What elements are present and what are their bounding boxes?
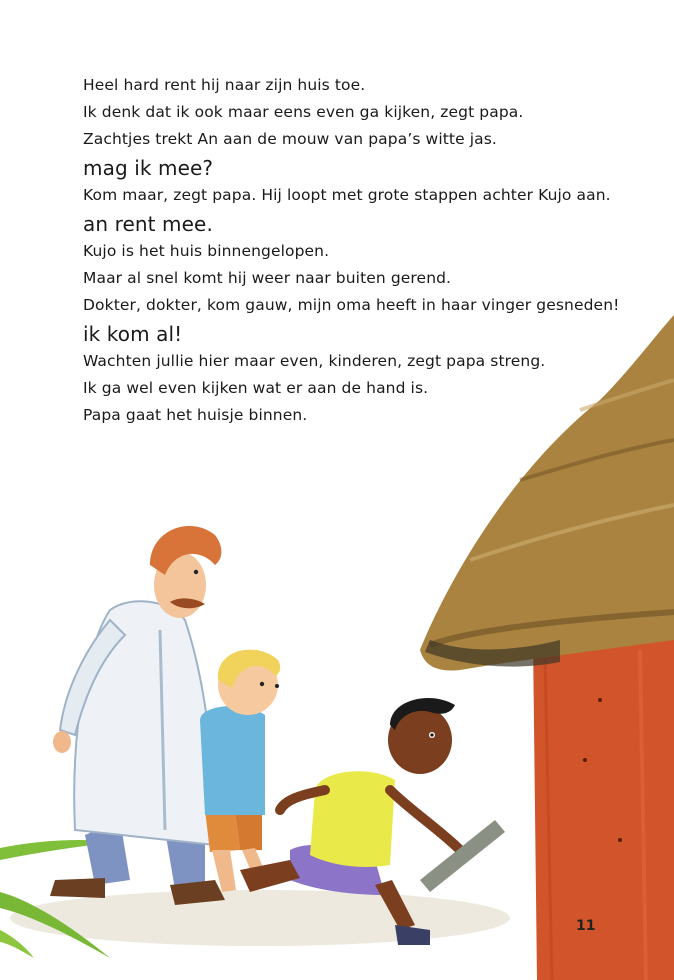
page-number: 11 [576, 918, 596, 934]
story-line-emphasis: ik kom al! [83, 322, 183, 346]
papa-figure [50, 526, 225, 905]
story-line: Maar al snel komt hij weer naar buiten gerend. [83, 269, 452, 287]
story-line: Heel hard rent hij naar zijn huis toe. [83, 76, 366, 94]
an-figure [200, 650, 280, 892]
story-line: Kom maar, zegt papa. Hij loopt met grote stappen achter Kujo aan. [83, 186, 611, 204]
story-line: Zachtjes trekt An aan de mouw van papa’s witte jas. [83, 130, 497, 148]
story-line-emphasis: an rent mee. [83, 212, 213, 236]
story-text [83, 76, 643, 433]
story-line: Ik denk dat ik ook maar eens even ga kijken, zegt papa. [83, 103, 524, 121]
story-line: Kujo is het huis binnengelopen. [83, 242, 330, 260]
story-line: Ik ga wel even kijken wat er aan de hand is. [83, 379, 429, 397]
story-line-emphasis: mag ik mee? [83, 156, 214, 180]
ground-shadow [10, 890, 510, 946]
story-line: Wachten jullie hier maar even, kinderen, zegt papa streng. [83, 352, 546, 370]
story-line: Papa gaat het huisje binnen. [83, 406, 308, 424]
story-line: Dokter, dokter, kom gauw, mijn oma heeft in haar vinger gesneden! [83, 296, 620, 314]
